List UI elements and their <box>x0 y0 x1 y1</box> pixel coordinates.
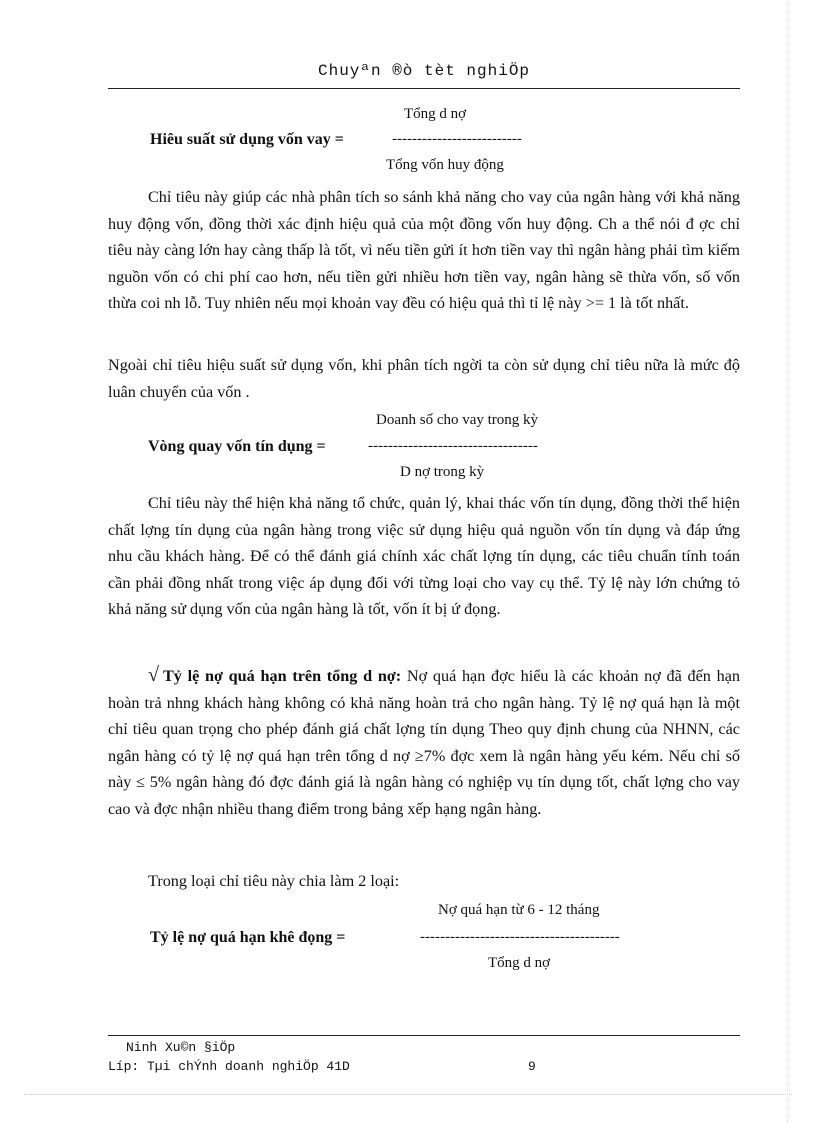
paragraph-1: Chỉ tiêu này giúp các nhà phân tích so sánh khả năng cho vay của ngân hàng với khả năng huy động vốn, đồng thời xác định hiệu quả của một đồng vốn huy động. Ch a thể nói đ ợc chỉ tiêu này càng lớn hay càng thấp là tốt, vì nếu tiền gửi ít hơn tiền vay thì ngân hàng phải tìm kiếm nguồn vốn có chi phí cao hơn, nếu tiền gửi nhiều hơn tiền vay, ngân hàng sẽ thừa vốn, số vốn thừa coi nh lỗ. Tuy nhiên nếu mọi khoản vay đều có hiệu quả thì tỉ lệ này >= 1 là tốt nhất. <box>108 188 740 312</box>
formula-numerator: Nợ quá hạn từ 6 - 12 tháng <box>438 902 600 918</box>
page-header: Chuyªn ®ò tèt nghiÖp <box>317 62 531 80</box>
formula-numerator: Tổng d nợ <box>404 106 467 122</box>
formula-fraction-line: ---------------------------------------- <box>420 929 620 945</box>
formula-label: Hiêu suất sử dụng vốn vay = <box>150 131 344 148</box>
footer-rule <box>108 1035 740 1036</box>
formula-denominator: D nợ trong kỳ <box>400 464 485 480</box>
formula-denominator: Tổng d nợ <box>488 955 551 971</box>
footer-class: Líp: Tµi chÝnh doanh nghiÖp 41D <box>108 1059 350 1074</box>
formula-numerator: Doanh số cho vay trong kỳ <box>376 412 539 428</box>
paragraph-2: Ngoài chỉ tiêu hiệu suất sử dụng vốn, khi phân tích ngời ta còn sử dụng chỉ tiêu nữa là mức độ luân chuyển của vốn . <box>108 356 740 401</box>
paragraph-3-text: Chỉ tiêu này thể hiện khả năng tổ chức, quản lý, khai thác vốn tín dụng, đồng thời thể hiện chất lợng tín dụng của ngân hàng trong việc sử dụng hiệu quả nguồn vốn tín dụng và đáp ứng nhu cầu khách hàng. Để có thể đánh giá chính xác chất lợng tín dụng, các tiêu chuẩn tính toán cần phải đồng nhất trong việc áp dụng đối với từng loại cho vay cụ thể. Tỷ lệ này lớn chứng tỏ khả năng sử dụng vốn của ngân hàng là tốt, vốn ít bị ứ đọng. <box>108 494 740 618</box>
footer-page-number: 9 <box>528 1059 536 1074</box>
paragraph-5: Trong loại chỉ tiêu này chia làm 2 loại: <box>148 872 400 890</box>
paragraph-3 <box>108 490 740 623</box>
paragraph-4-heading: Tỷ lệ nợ quá hạn trên tổng d nợ: <box>162 667 402 685</box>
footer-author: Ninh Xu©n §iÖp <box>126 1040 236 1055</box>
formula-label: Vòng quay vốn tín dụng = <box>148 438 326 455</box>
formula-fraction-line: ---------------------------------- <box>368 438 538 454</box>
header-rule <box>108 88 740 89</box>
formula-fraction-line: -------------------------- <box>392 131 522 147</box>
page-right-border <box>787 0 788 1123</box>
formula-denominator: Tổng vốn huy động <box>386 157 504 173</box>
paragraph-4 <box>108 662 740 822</box>
paragraph-4-text: Nợ quá hạn đợc hiểu là các khoản nợ đã đến hạn hoàn trả nhng khách hàng không có khả năng hoàn trả cho ngân hàng. Tỷ lệ nợ quá hạn là một chỉ tiêu quan trọng cho phép đánh giá chất lợng tín dụng Theo quy định chung của NHNN, các ngân hàng có tỷ lệ nợ quá hạn trên tổng d nợ ≥7% đợc xem là ngân hàng yếu kém. Nếu chỉ số này ≤ 5% ngân hàng đó đợc đánh giá là ngân hàng có nghiệp vụ tín dụng tốt, chất lợng cho vay cao và đợc nhận nhiều thang điểm trong bảng xếp hạng ngân hàng. <box>108 667 740 818</box>
checkmark-icon: √ <box>148 664 159 686</box>
page-bottom-border <box>24 1094 792 1095</box>
formula-label: Tỷ lệ nợ quá hạn khê đọng = <box>150 929 346 946</box>
